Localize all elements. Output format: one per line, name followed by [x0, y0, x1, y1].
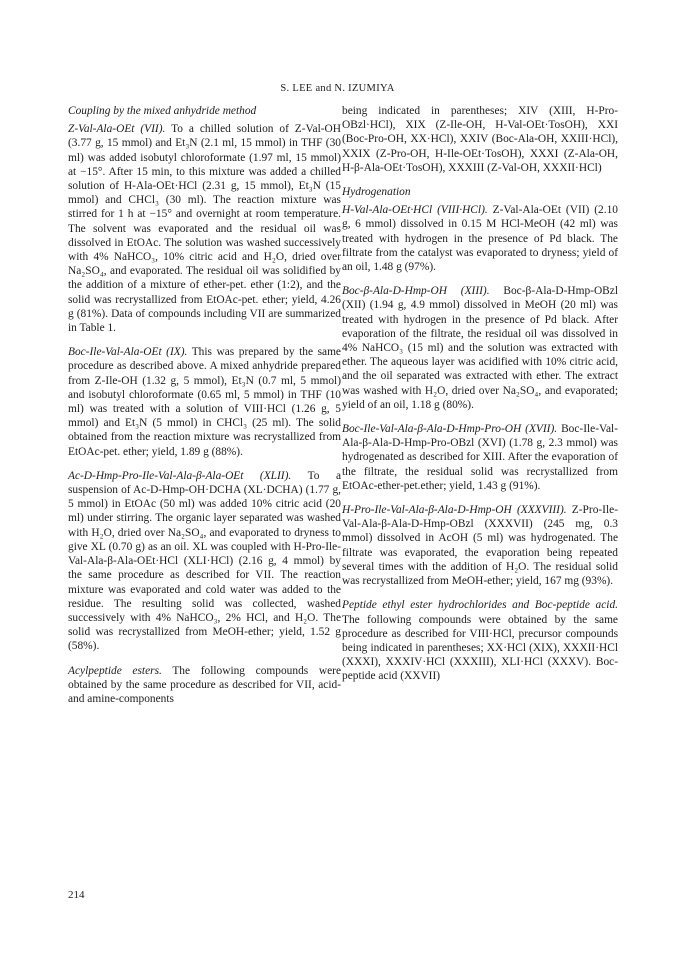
paragraph-xlii — [68, 469, 341, 654]
paragraph-ix — [68, 345, 341, 459]
compound-title-xxxviii: H-Pro-Ile-Val-Ala-β-Ala-D-Hmp-OH (XXXVIII). — [342, 504, 567, 517]
subsection-title-ethyl-ester-hydrochlorides: Peptide ethyl ester hydrochlorides and Boc-peptide acid. — [342, 599, 618, 612]
paragraph-xvii-body: Boc-Ile-Val-Ala-β-Ala-D-Hmp-Pro-OBzl (XVI) (1.78 g, 2.3 mmol) was hydrogenated as described for XIII. After the evaporation of the filtrate, the residual solid was recrystallized from EtOAc-ether-pet.ether; yield, 1.43 g (91%). — [342, 423, 618, 492]
subsection-title-acylpeptide-esters: Acylpeptide esters. — [68, 664, 162, 677]
page-number: 214 — [68, 889, 85, 901]
paragraph-xiii-body: Boc-β-Ala-D-Hmp-OBzl (XII) (1.94 g, 4.9 mmol) dissolved in MeOH (20 ml) was treated with hydrogen in the presence of Pd black. After evaporation of the filtrate, the residual oil was dissolved in 4% NaHCO₃ (15 ml) and the solution was extracted with ether. The aqueous layer was acidified with 10% citric acid, and the oil separated was extracted with ether. The extract was washed with H₂O, dried over Na₂SO₄, and evaporated; yield of an oil, 1.18 g (80%). — [342, 285, 618, 411]
paragraph-viii-hcl-body: Z-Val-Ala-OEt (VII) (2.10 g, 6 mmol) dissolved in 0.15 M HCl-MeOH (42 ml) was treated with hydrogen in the presence of Pd black. The filtrate from the catalyst was evaporated to dryness; yield of an oil, 1.48 g (97%). — [342, 204, 618, 274]
right-column — [342, 104, 618, 694]
paragraph-vii-body: To a chilled solution of Z-Val-OH (3.77 g, 15 mmol) and Et₃N (2.1 ml, 15 mmol) in THF (30 ml) was added isobutyl chloroformate (1.97 ml, 15 mmol) at −15°. After 15 min, to this mixture was added a chilled solution of H-Ala-OEt·HCl (2.31 g, 15 mmol), Et₃N (15 mmol) and CHCl₃ (30 ml). The reaction mixture was stirred for 1 h at −15° and overnight at room temperature. The solvent was evaporated and the residual oil was dissolved in EtOAc. The solution was washed successively with 4% NaHCO₃, 10% citric acid and H₂O, dried over Na₂SO₄, and evaporated. The residual oil was solidified by the addition of a mixture of ether-pet. ether (1:2), and the solid was recrystallized from EtOAc-pet. ether; yield, 4.26 g (81%). Data of compounds including VII are summarized in Table 1. — [68, 123, 341, 335]
compound-title-ix: Boc-Ile-Val-Ala-OEt (IX). — [68, 346, 188, 359]
paragraph-xvii — [342, 422, 618, 493]
section-heading-mixed-anhydride: Coupling by the mixed anhydride method — [68, 105, 257, 117]
left-column — [68, 104, 341, 716]
compound-title-viii-hcl: H-Val-Ala-OEt·HCl (VIII·HCl). — [342, 204, 488, 217]
paragraph-viii-hcl — [342, 203, 618, 274]
paragraph-ethyl-ester-hydrochlorides-body: The following compounds were obtained by the same procedure as described for VIII·HCl, precursor compounds being indicated in parentheses; XX·HCl (XIX), XXXII·HCl (XXXI), XXXIV·HCl (XXXIII), XLI·HCl (XXXV). Boc-peptide acid (XXVII) — [342, 613, 618, 683]
compound-title-vii: Z-Val-Ala-OEt (VII). — [68, 123, 166, 136]
paragraph-acylpeptide-esters-body: The following compounds were obtained by the same procedure as described for VII, acid- and amine-components — [68, 664, 341, 705]
running-header: S. LEE and N. IZUMIYA — [280, 83, 395, 94]
paragraph-acylpeptide-esters — [68, 664, 341, 707]
compound-title-xlii: Ac-D-Hmp-Pro-Ile-Val-Ala-β-Ala-OEt (XLII). — [68, 469, 292, 482]
compound-title-xiii: Boc-β-Ala-D-Hmp-OH (XIII). — [342, 285, 490, 298]
paragraph-xxxviii — [342, 503, 618, 588]
paragraph-ix-body: This was prepared by the same procedure as described above. A mixed anhydride prepared from Z-Ile-OH (1.32 g, 5 mmol), Et₃N (0.7 ml, 5 mmol) and isobutyl chloroformate (0.65 ml, 5 mmol) in THF (10 ml) was treated with a solution of VIII·HCl (1.26 g, 5 mmol) and Et₃N (5 mmol) in CHCl₃ (25 ml). The solid obtained from the reaction mixture was recrystallized from EtOAc-pet. ether; yield, 1.89 g (88%). — [68, 346, 341, 458]
paragraph-vii — [68, 122, 341, 335]
compound-title-xvii: Boc-Ile-Val-Ala-β-Ala-D-Hmp-Pro-OH (XVII). — [342, 423, 558, 436]
paragraph-continued: being indicated in parentheses; XIV (XIII, H-Pro-OBzl·HCl), XIX (Z-Ile-OH, H-Val-OEt·TosOH), XXI (Boc-Pro-OH, XX·HCl), XXIV (Boc-Ala-OH, XXIII·HCl), XXIX (Z-Pro-OH, H-Ile-OEt·TosOH), XXXI (Z-Ala-OH, H-β-Ala-OEt·TosOH), XXXIII (Z-Val-OH, XXXII·HCl) — [342, 105, 618, 174]
paragraph-ethyl-ester-hydrochlorides — [342, 598, 618, 683]
paragraph-xlii-body: To a suspension of Ac-D-Hmp-OH·DCHA (XL·DCHA) (1.77 g, 5 mmol) in EtOAc (50 ml) was added 10% citric acid (20 ml) under stirring. The organic layer separated was washed with H₂O, dried over Na₂SO₄, and evaporated to dryness to give XL (0.70 g) as an oil. XL was coupled with H-Pro-Ile-Val-Ala-β-Ala-OEt·HCl (XLI·HCl) (2.16 g, 4 mmol) by the same procedure as described for VII. The reaction mixture was evaporated and cold water was added to the residue. The resulting solid was collected, washed successively with 4% NaHCO₃, 2% HCl, and H₂O. The solid was recrystallized from MeOH-ether; yield, 1.52 g (58%). — [68, 469, 341, 653]
paragraph-xxxviii-body: Z-Pro-Ile-Val-Ala-β-Ala-D-Hmp-OBzl (XXXVII) (245 mg, 0.3 mmol) dissolved in AcOH (5 ml) was hydrogenated. The filtrate was evaporated, the evaporation being repeated several times with the addition of H₂O. The residual solid was recrystallized from MeOH-ether; yield, 167 mg (93%). — [342, 504, 618, 588]
section-heading-hydrogenation: Hydrogenation — [342, 186, 411, 199]
paragraph-xiii — [342, 284, 618, 412]
